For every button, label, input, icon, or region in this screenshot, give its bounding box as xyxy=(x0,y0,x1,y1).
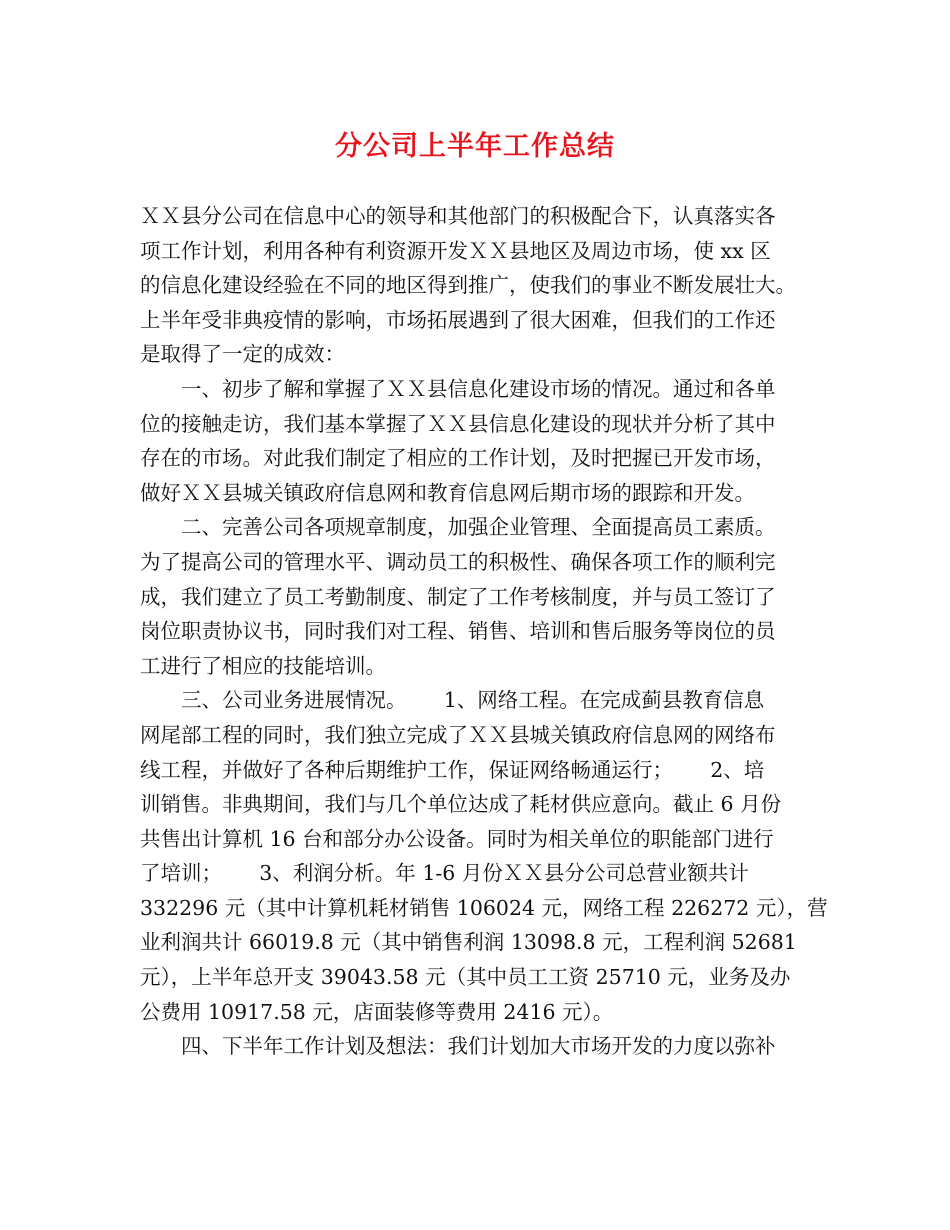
body-line: 是取得了一定的成效： xyxy=(140,342,345,367)
body-line: 共售出计算机 16 台和部分办公设备。同时为相关单位的职能部门进行 xyxy=(140,826,774,851)
body-line: 做好ＸＸ县城关镇政府信息网和教育信息网后期市场的跟踪和开发。 xyxy=(140,480,755,505)
body-line: 四、下半年工作计划及想法：我们计划加大市场开发的力度以弥补 xyxy=(140,1034,776,1059)
body-line: 上半年受非典疫情的影响，市场拓展遇到了很大困难，但我们的工作还 xyxy=(140,307,776,332)
body-line: 网尾部工程的同时，我们独立完成了ＸＸ县城关镇政府信息网的网络布 xyxy=(140,722,776,747)
body-line: 项工作计划，利用各种有利资源开发ＸＸ县地区及周边市场，使 xx 区 xyxy=(140,238,771,263)
body-line: 岗位职责协议书，同时我们对工程、销售、培训和售后服务等岗位的员 xyxy=(140,619,776,644)
body-line: 业利润共计 66019.8 元（其中销售利润 13098.8 元，工程利润 52681 xyxy=(140,930,797,955)
body-line: ＸＸ县分公司在信息中心的领导和其他部门的积极配合下，认真落实各 xyxy=(140,204,776,228)
body-line: 公费用 10917.58 元，店面装修等费用 2416 元）。 xyxy=(140,999,614,1024)
body-line: 了培训； 3、利润分析。年 1-6 月份ＸＸ县分公司总营业额共计 xyxy=(140,861,749,886)
body-line: 存在的市场。对此我们制定了相应的工作计划，及时把握已开发市场， xyxy=(140,446,776,471)
body-line: 三、公司业务进展情况。 1、网络工程。在完成蓟县教育信息 xyxy=(140,688,765,713)
body-line: 一、初步了解和掌握了ＸＸ县信息化建设市场的情况。通过和各单 xyxy=(140,376,776,401)
body-line: 位的接触走访，我们基本掌握了ＸＸ县信息化建设的现状并分析了其中 xyxy=(140,411,776,436)
body-line: 332296 元（其中计算机耗材销售 106024 元，网络工程 226272 元），营 xyxy=(140,895,828,920)
document-body xyxy=(140,199,830,1064)
body-line: 训销售。非典期间，我们与几个单位达成了耗材供应意向。截止 6 月份 xyxy=(140,792,782,817)
body-line: 的信息化建设经验在不同的地区得到推广，使我们的事业不断发展壮大。 xyxy=(140,273,796,298)
document-title: 分公司上半年工作总结 xyxy=(335,131,615,162)
body-line: 线工程，并做好了各种后期维护工作，保证网络畅通运行； 2、培 xyxy=(140,757,765,782)
body-line: 元），上半年总开支 39043.58 元（其中员工工资 25710 元，业务及办 xyxy=(140,965,791,990)
body-line: 二、完善公司各项规章制度，加强企业管理、全面提高员工素质。 xyxy=(140,515,776,540)
body-line: 工进行了相应的技能培训。 xyxy=(140,653,386,678)
body-line: 为了提高公司的管理水平、调动员工的积极性、确保各项工作的顺利完 xyxy=(140,549,776,574)
body-line: 成，我们建立了员工考勤制度、制定了工作考核制度，并与员工签订了 xyxy=(140,584,776,609)
